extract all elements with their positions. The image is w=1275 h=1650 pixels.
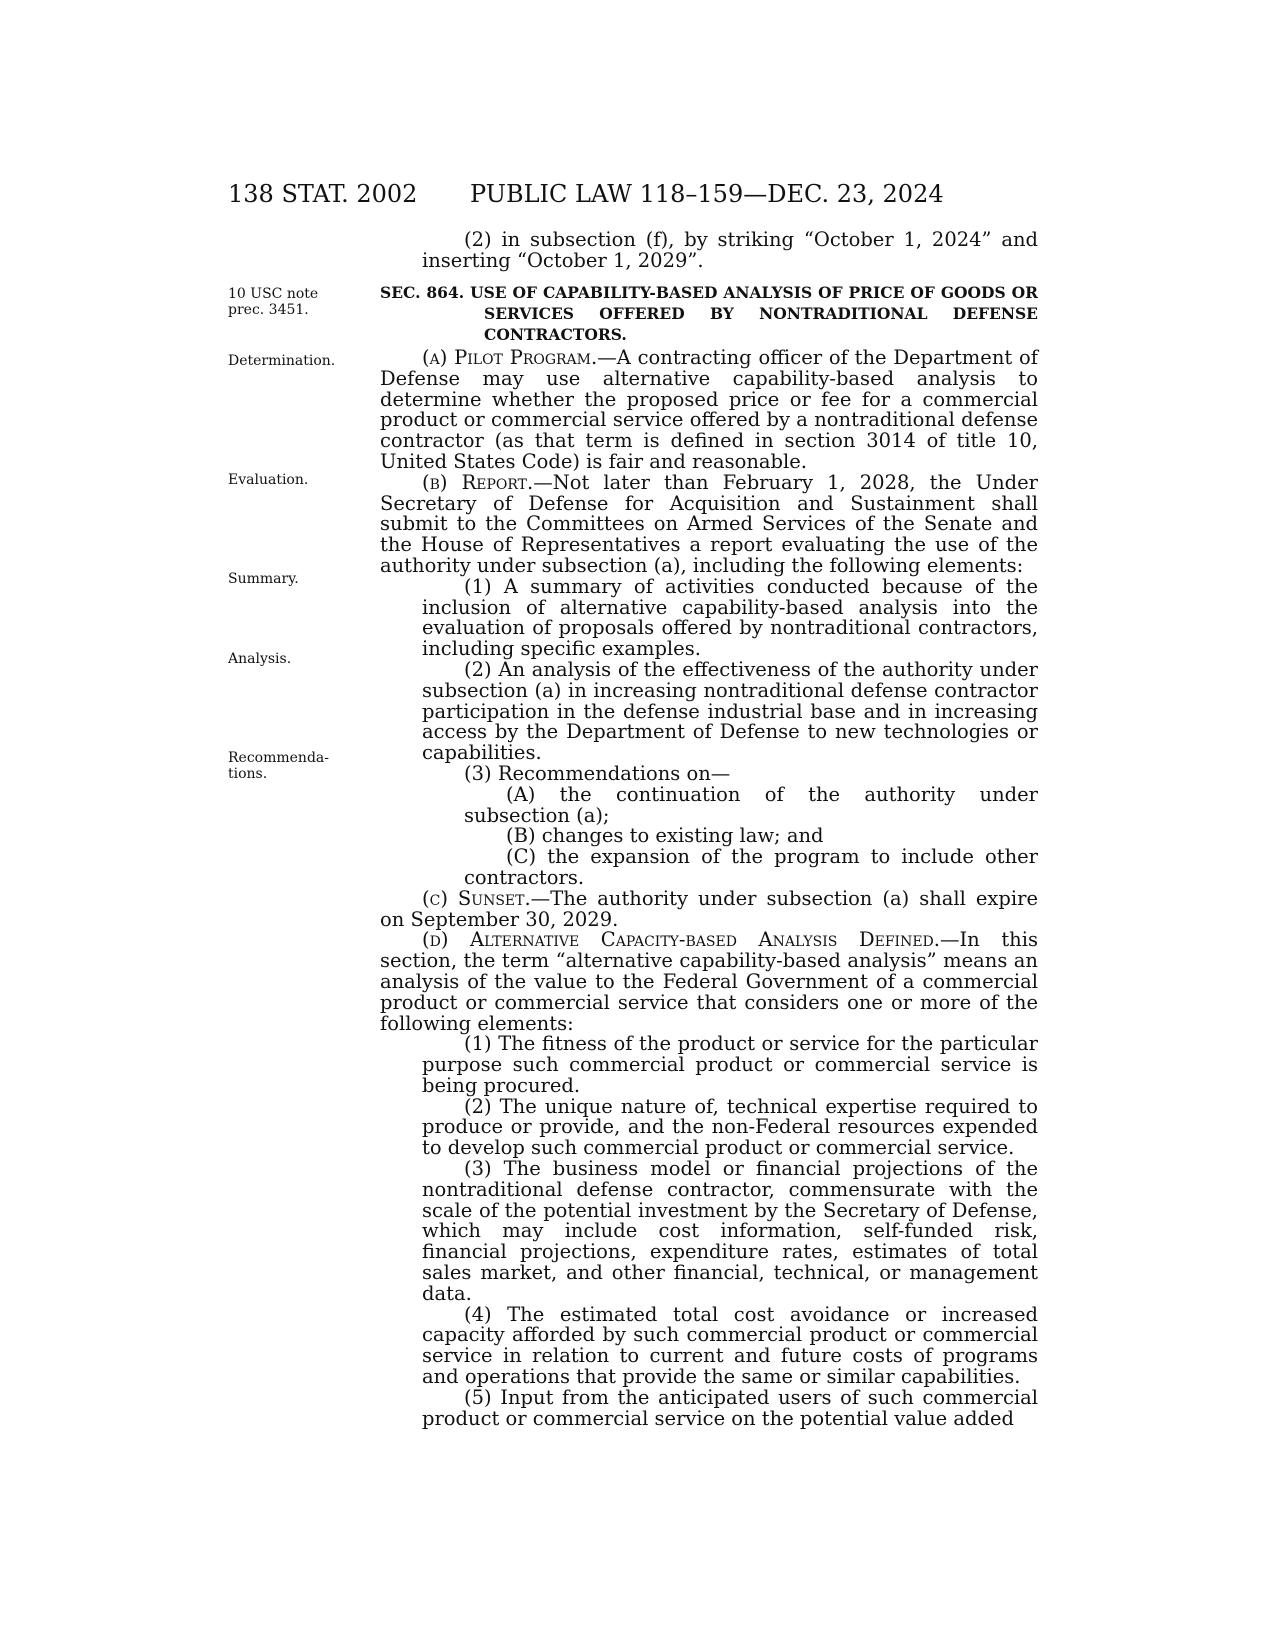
paragraph-d1: (1) The fitness of the product or service for the particular purpose such commercial product or commercial service is being procured. [422,1032,1038,1097]
section-body [380,348,1038,1429]
lead-text: (2) in subsection (f), by striking “October 1, 2024” and inserting “October 1, 2029”. [422,228,1038,272]
stat-page-number: 138 STAT. 2002 [228,180,418,208]
subsection-d-label: (d) Alternative Capacity-based Analysis Defined.— [422,928,960,952]
margin-note-usc: 10 USC note prec. 3451. [228,286,319,318]
paragraph-d5: (5) Input from the anticipated users of such commercial product or commercial service on the potential value added [422,1385,1038,1430]
lead-paragraph [380,230,1038,272]
margin-note-recommendations: Recommenda- tions. [228,750,329,782]
paragraph-d4: (4) The estimated total cost avoidance or increased capacity afforded by such commercial product or commercial service in relation to current and future costs of programs and operations that provide the same or similar capabilities. [422,1302,1038,1389]
paragraph-d2: (2) The unique nature of, technical expertise required to produce or provide, and the non-Federal resources expended to develop such commercial product or commercial service. [422,1094,1038,1160]
running-header [228,180,1038,220]
subsection-a-text: A contracting officer of the Department of Defense may use alternative capability-based analysis to determine whether the proposed price or fee for a commercial product or commercial service offered by a nontraditional defense contractor (as that term is defined in section 3014 of title 10, United States Code) is fair and reasonable. [380,346,1038,473]
subsection-b [380,470,1038,577]
section-heading [380,283,1038,345]
public-law-citation: PUBLIC LAW 118–159—DEC. 23, 2024 [470,180,944,208]
subsection-c-label: (c) Sunset.— [422,886,551,910]
subsection-d [380,930,1038,1034]
subsection-c [380,886,1038,931]
subsection-a-label: (a) Pilot Program.— [422,346,617,369]
paragraph-b2: (2) An analysis of the effectiveness of the authority under subsection (a) in increasing nontraditional defense contractor participation in the defense industrial base and in increasing access by the Department of Defense to new technologies or capabilities. [422,657,1038,765]
subsection-d-text: In this section, the term “alternative capability-based analysis” means an analysis of the value to the Federal Government of a commercial product or commercial service that considers one or more of the following elements: [380,928,1038,1035]
paragraph-d3: (3) The business model or financial projections of the nontraditional defense contractor, commensurate with the scale of the potential investment by the Secretary of Defense, which may include cost information, self-funded risk, financial projections, expenditure rates, estimates of total sales market, and other financial, technical, or management data. [422,1157,1038,1305]
clause-b3a: (A) the continuation of the authority under subsection (a); [464,782,1038,827]
subsection-b-text: Not later than February 1, 2028, the Under Secretary of Defense for Acquisition and Sustainment shall submit to the Committees on Armed Services of the Senate and the House of Representatives a report evaluating the use of the authority under subsection (a), including the following elements: [380,470,1038,577]
margin-note-determination: Determination. [228,353,336,369]
margin-note-analysis: Analysis. [228,651,292,667]
subsection-b-label: (b) Report.— [422,470,553,494]
subsection-a [380,348,1038,473]
clause-b3b: (B) changes to existing law; and [506,824,824,848]
paragraph-b1: (1) A summary of activities conducted because of the inclusion of alternative capability-based analysis into the evaluation of proposals offered by nontraditional contractors, including specific examples. [422,574,1038,661]
subsection-c-text: The authority under subsection (a) shall expire on September 30, 2029. [380,886,1038,931]
clause-b3c: (C) the expansion of the program to include other contractors. [464,845,1038,889]
paragraph-b3: (3) Recommendations on— [464,761,731,785]
section-heading-text: SEC. 864. USE OF CAPABILITY-BASED ANALYSIS OF PRICE OF GOODS OR SERVICES OFFERED BY NONTRADITIONAL DEFENSE CONTRACTORS. [380,283,1038,344]
margin-note-summary: Summary. [228,571,299,587]
margin-note-evaluation: Evaluation. [228,472,309,488]
